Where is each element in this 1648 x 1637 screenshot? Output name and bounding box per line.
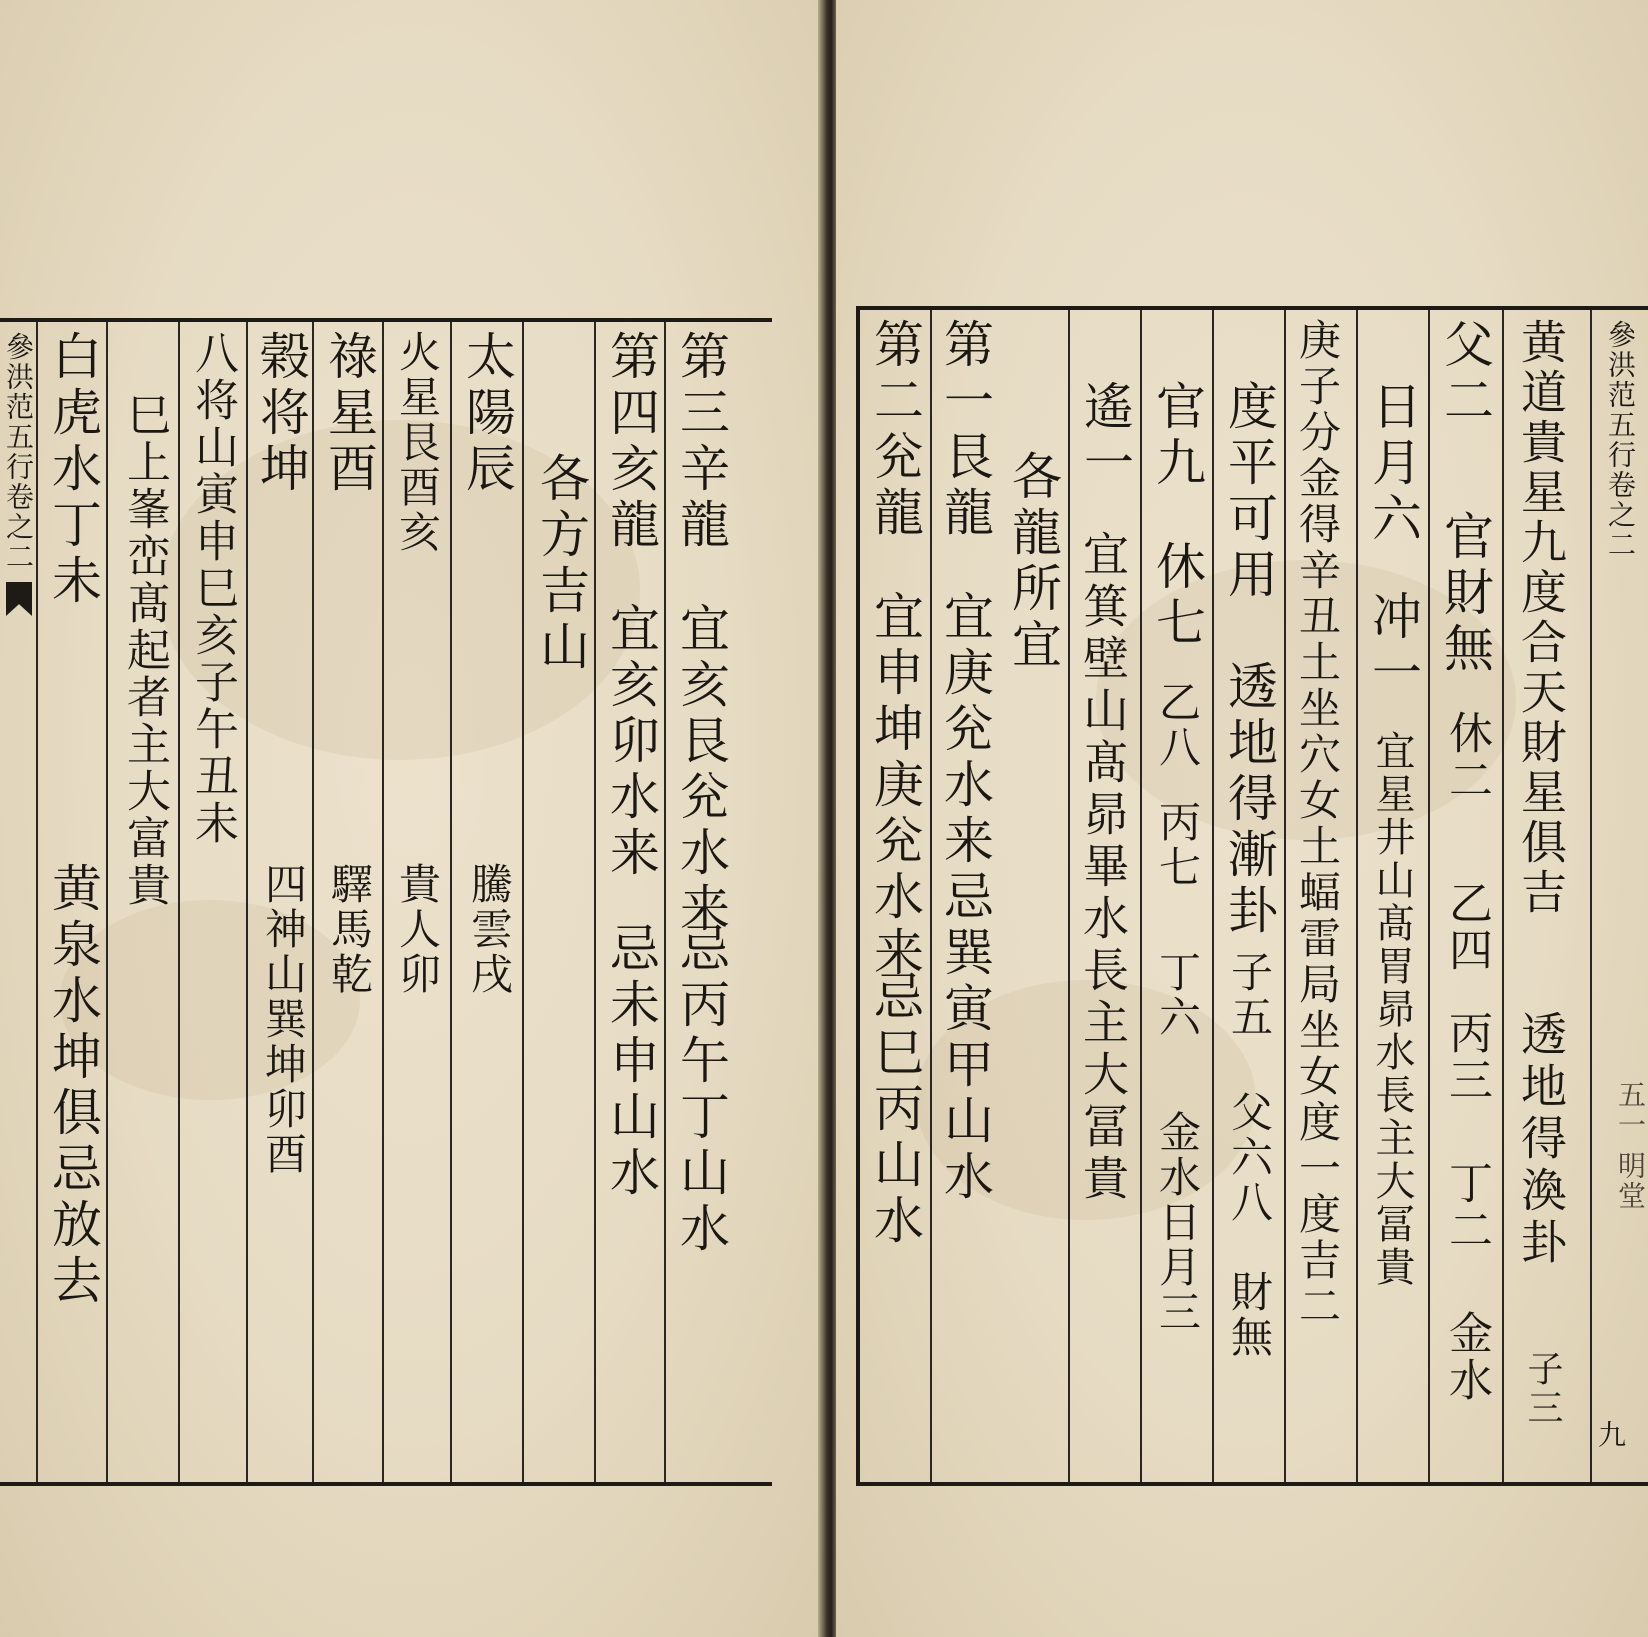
column-10	[36, 322, 108, 1482]
column-subtext: 貴人卯	[393, 862, 442, 997]
column-text: 度平可用	[1220, 380, 1278, 604]
margin-title: 參洪范五行卷之二	[1604, 320, 1637, 560]
column-text: 庚子分金得辛丑土坐穴女土蝠雷局坐女度一度吉二	[1293, 318, 1342, 1330]
column-subtext: 丙七	[1153, 800, 1202, 890]
fishtail-mark	[6, 582, 32, 616]
column-6	[312, 322, 384, 1482]
column-subtext: 忌未申山水	[602, 922, 660, 1202]
column-subtext: 四神山巽坤卯酉	[259, 862, 308, 1177]
left-page	[0, 0, 822, 1637]
column-subtext: 宜申坤庚兊水来	[866, 590, 924, 982]
column-subtext: 忌丙午丁山水	[672, 922, 730, 1258]
column-text: 祿星酉	[320, 330, 378, 498]
column-subtext: 丁六	[1153, 950, 1202, 1040]
column-5	[382, 322, 452, 1482]
column-text: 黄道貴星九度合天財星俱吉	[1514, 318, 1568, 918]
column-subtext: 休七	[1148, 540, 1206, 652]
column-subtext: 驛馬乾	[325, 862, 374, 997]
margin-number: 九	[1594, 1420, 1627, 1450]
column-text: 日月六	[1364, 380, 1422, 548]
column-text: 第一艮龍	[936, 318, 994, 542]
column-2	[1428, 310, 1504, 1482]
column-9	[106, 322, 180, 1482]
margin-title: 參洪范五行卷之二	[2, 332, 35, 572]
column-subtext: 財無	[1225, 1270, 1274, 1360]
column-subtext: 騰雲戌	[465, 862, 514, 997]
right-text-frame	[856, 306, 1648, 1486]
column-text: 太陽辰	[458, 330, 516, 498]
column-subtext: 透地得渙卦	[1514, 1010, 1568, 1270]
column-text: 白虎水丁未	[44, 330, 102, 610]
column-8	[178, 322, 248, 1482]
column-subtext: 宜亥艮兊水来	[672, 602, 730, 938]
column-6	[1140, 310, 1214, 1482]
column-9	[930, 310, 1000, 1482]
column-subtext: 透地得漸卦	[1220, 660, 1278, 940]
column-subtext: 宜亥卯水来	[602, 602, 660, 882]
column-text: 第二兊龍	[866, 318, 924, 542]
column-text: 八将山寅申巳亥子午丑未	[187, 330, 238, 847]
column-subtext: 丁二	[1441, 1160, 1492, 1254]
column-subtext: 丙三	[1441, 1010, 1492, 1104]
column-text: 各龍所宜	[1004, 450, 1062, 674]
column-subtext: 官財無	[1436, 510, 1494, 678]
column-subtext: 子三	[1522, 1350, 1563, 1428]
column-3	[1356, 310, 1430, 1482]
column-2	[594, 322, 666, 1482]
column-subtext: 子五	[1225, 950, 1274, 1040]
column-subtext: 父六八	[1225, 1090, 1274, 1225]
column-text: 各方吉山	[532, 452, 590, 676]
column-3	[522, 322, 596, 1482]
right-margin-strip	[1590, 310, 1648, 1482]
column-text: 父二	[1436, 318, 1494, 430]
left-text-frame	[0, 318, 772, 1486]
column-4	[1284, 310, 1358, 1482]
column-text: 火星艮酉亥	[393, 330, 442, 555]
column-subtext: 金水日月三	[1153, 1110, 1202, 1335]
column-8	[998, 310, 1068, 1482]
column-subtext: 休二	[1441, 710, 1492, 804]
column-subtext: 宜星井山髙胃昴水長主大冨貴	[1369, 730, 1415, 1289]
column-subtext: 忌巳丙山水	[866, 970, 924, 1250]
column-text: 巳上峯峦髙起者主大富貴	[119, 392, 170, 909]
column-7	[1068, 310, 1142, 1482]
column-4	[450, 322, 524, 1482]
column-10	[860, 310, 930, 1482]
column-subtext: 宜庚兊水来	[936, 590, 994, 870]
column-text: 官九	[1148, 380, 1206, 492]
column-text: 第三辛龍	[672, 330, 730, 554]
column-text: 榖将坤	[252, 330, 310, 498]
column-subtext: 乙四	[1441, 880, 1492, 974]
column-subtext: 乙八	[1153, 680, 1202, 770]
column-text: 第四亥龍	[602, 330, 660, 554]
column-7	[246, 322, 314, 1482]
right-page	[836, 0, 1648, 1637]
column-subtext: 忌巽寅甲山水	[936, 870, 994, 1206]
column-subtext: 金水	[1441, 1310, 1492, 1404]
column-subtext: 冲一	[1364, 590, 1422, 702]
edge-marks: 五一 明堂	[1614, 1080, 1647, 1211]
column-1	[1502, 310, 1592, 1482]
column-1	[664, 322, 774, 1482]
column-subtext: 黄泉水坤俱忌放去	[44, 862, 102, 1310]
column-subtext: 宜箕壁山髙昴畢水長主大冨貴	[1076, 530, 1130, 1206]
left-margin-strip	[0, 322, 36, 1482]
column-text: 遙一	[1076, 380, 1134, 492]
column-5	[1212, 310, 1286, 1482]
